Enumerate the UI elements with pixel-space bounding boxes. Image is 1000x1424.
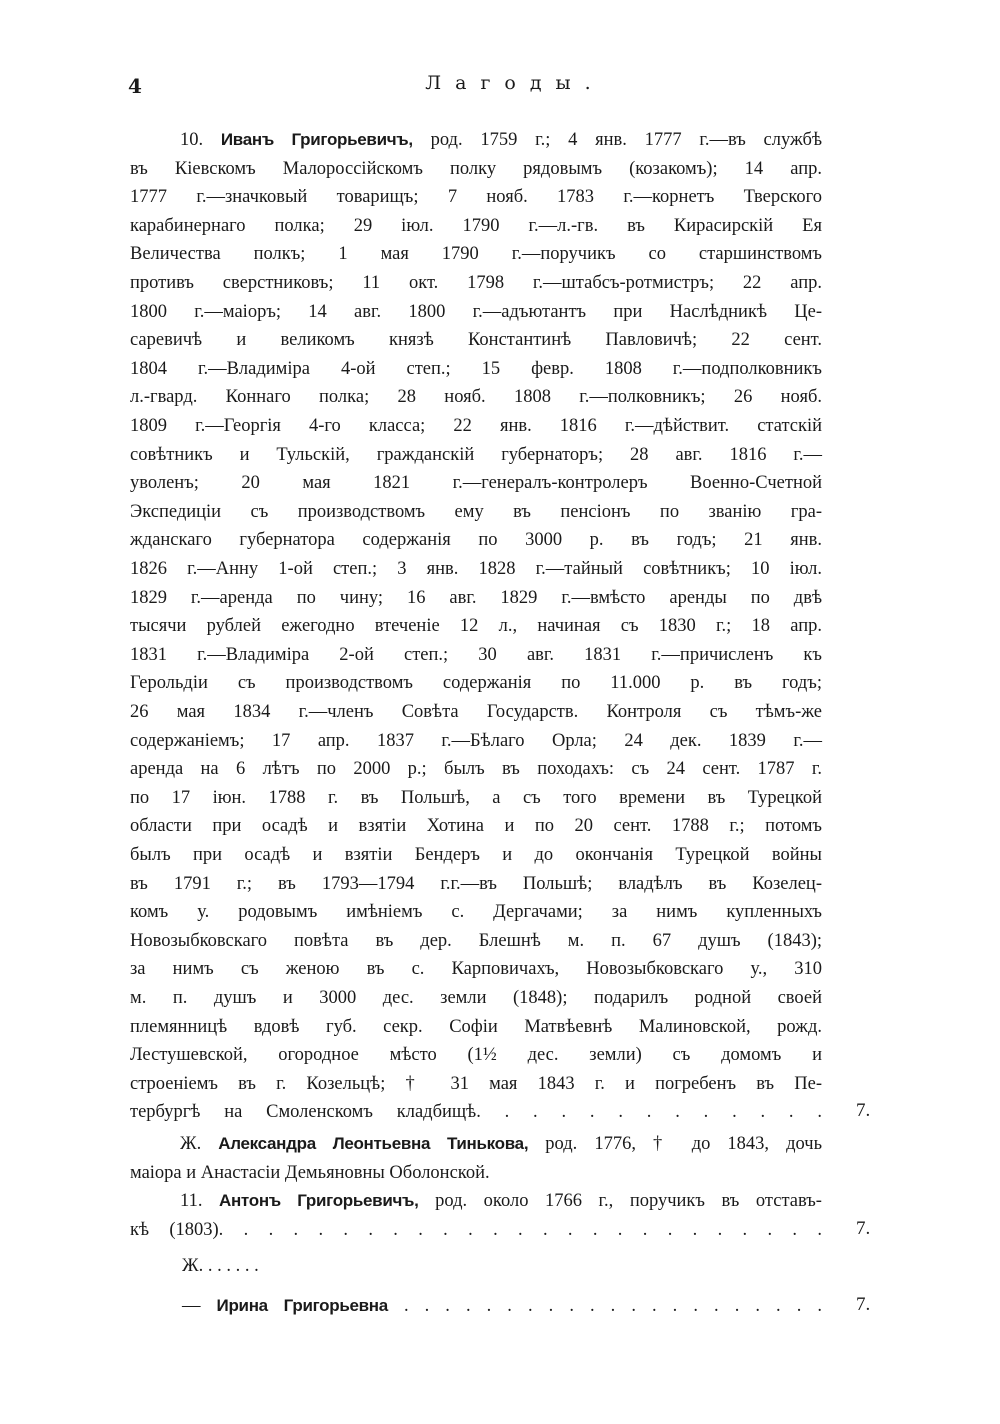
running-title: Лагоды. [425, 72, 605, 94]
text-line [130, 614, 822, 638]
text-segment: Лестушевской, огородное мѣсто (1½ дес. земли) съ домомъ и [130, 1045, 822, 1066]
text-segment: род. 1776, † до 1843, дочь [528, 1134, 823, 1154]
text-segment: — [182, 1296, 217, 1316]
text-line [130, 1100, 822, 1124]
text-segment: комъ у. родовымъ имѣніемъ с. Дергачами; за нимъ купленныхъ [130, 902, 822, 923]
text-segment: кѣ (1803). . . . . . . . . . . . . . . . . . . . . . . . . [130, 1219, 822, 1240]
text-segment: въ 1791 г.; въ 1793—1794 г.г.—въ Польшѣ; владѣлъ въ Козелец- [130, 873, 822, 894]
text-line [130, 242, 822, 266]
text-line [130, 872, 822, 896]
text-segment: 1800 г.—маіоръ; 14 авг. 1800 г.—адъютантъ при Наслѣдникѣ Це- [130, 301, 822, 322]
text-line [130, 443, 822, 467]
text-line [130, 500, 822, 524]
text-line [130, 557, 822, 581]
text-line [130, 786, 822, 810]
text-line [182, 1294, 822, 1318]
text-segment: карабинернаго полка; 29 іюл. 1790 г.—л.-гв. въ Кирасирскій Ея [130, 215, 822, 236]
text-segment: уволенъ; 20 мая 1821 г.—генералъ-контролеръ Военно-Счетной [130, 473, 822, 494]
text-segment: тербургѣ на Смоленскомъ кладбищѣ. . . . . . . . . . . . . [130, 1102, 822, 1123]
text-segment: род. около 1766 г., поручикъ въ отставъ- [418, 1191, 822, 1211]
text-line [130, 929, 822, 953]
text-segment: маіора и Анастасіи Демьяновны Оболонской. [130, 1162, 490, 1183]
text-line [130, 328, 822, 352]
text-segment: 1777 г.—значковый товарищъ; 7 нояб. 1783 г.—корнетъ Тверского [130, 187, 822, 208]
text-segment: род. 1759 г.; 4 янв. 1777 г.—въ службѣ [412, 130, 823, 150]
text-line [130, 1043, 822, 1067]
text-segment: Новозыбковскаго повѣта въ дер. Блешнѣ м. п. 67 душъ (1843); [130, 930, 822, 951]
text-segment: 11. [180, 1191, 219, 1211]
person-name: Ирина Григорьевна [216, 1296, 388, 1315]
text-segment: 26 мая 1834 г.—членъ Совѣта Государств. Контроля съ тѣмъ-же [130, 702, 822, 722]
text-segment: 1804 г.—Владиміра 4-ой степ.; 15 февр. 1808 г.—подполковникъ [130, 358, 822, 379]
text-segment: 1809 г.—Георгія 4-го класса; 22 янв. 1816 г.—дѣйствит. статскій [130, 416, 822, 436]
text-segment: Величества полкъ; 1 мая 1790 г.—поручикъ со старшинствомъ [130, 244, 822, 265]
text-line [130, 414, 822, 438]
page-reference: 7. [856, 1217, 871, 1239]
text-line [130, 586, 822, 610]
text-segment: за нимъ съ женою въ с. Карповичахъ, Новозыбковскаго у., 310 [130, 959, 822, 980]
text-segment: былъ при осадѣ и взятіи Бендеръ и до окончанія Турецкой войны [130, 845, 822, 865]
text-line [130, 300, 822, 324]
text-segment: 1826 г.—Анну 1-ой степ.; 3 янв. 1828 г.—тайный совѣтникъ; 10 іюл. [130, 559, 822, 579]
text-line [130, 986, 822, 1010]
text-segment: по 17 іюн. 1788 г. въ Польшѣ, а съ того времени въ Турецкой [130, 787, 822, 808]
page-reference: 7. [856, 1294, 871, 1315]
text-line [130, 1132, 822, 1156]
page-reference: 7. [856, 1100, 871, 1122]
text-segment: . . . . . . . . . . . . . . . . . . . . . [387, 1296, 823, 1316]
text-segment: м. п. душъ и 3000 дес. земли (1848); подарилъ родной своей [130, 988, 822, 1008]
text-line [130, 1189, 822, 1213]
text-segment: племянницѣ вдовѣ губ. секр. Софіи Матвѣевнѣ Малиновской, рожд. [130, 1016, 822, 1037]
text-line [130, 729, 822, 753]
person-name: Александра Леонтьевна Тинькова, [218, 1134, 529, 1153]
text-segment: въ Кіевскомъ Малороссійскомъ полку рядовымъ (козакомъ); 14 апр. [130, 158, 822, 179]
text-segment: Ж. . . . . . . [182, 1256, 259, 1276]
text-line [130, 1218, 822, 1242]
person-name: Антонъ Григорьевичъ, [218, 1191, 419, 1210]
text-segment: противъ сверстниковъ; 11 окт. 1798 г.—штабсъ-ротмистръ; 22 апр. [130, 273, 822, 293]
text-segment: тысячи рублей ежегодно втеченіе 12 л., начиная съ 1830 г.; 18 апр. [130, 616, 822, 637]
text-line [130, 128, 822, 152]
text-segment: 1829 г.—аренда по чину; 16 авг. 1829 г.—вмѣсто аренды по двѣ [130, 587, 822, 608]
text-line [130, 471, 822, 495]
text-line [130, 157, 822, 181]
text-segment: области при осадѣ и взятіи Хотина и по 20 сент. 1788 г.; потомъ [130, 816, 822, 837]
text-line [182, 1254, 822, 1278]
text-segment: строеніемъ въ г. Козельцѣ; † 31 мая 1843 г. и погребенъ въ Пе- [130, 1073, 822, 1094]
text-line [130, 843, 822, 867]
text-line [130, 900, 822, 924]
text-segment: Герольдіи съ производствомъ содержанія по 11.000 р. въ годъ; [130, 673, 822, 694]
text-segment: жданскаго губернатора содержанія по 3000 р. въ годъ; 21 янв. [130, 530, 822, 551]
text-line [130, 957, 822, 981]
person-name: Иванъ Григорьевичъ, [220, 130, 413, 149]
text-line [130, 185, 822, 209]
text-line [130, 671, 822, 695]
text-segment: саревичѣ и великомъ князѣ Константинѣ Павловичѣ; 22 сент. [130, 330, 822, 351]
text-line [130, 1161, 822, 1185]
text-segment: совѣтникъ и Тульскій, гражданскій губернаторъ; 28 авг. 1816 г.— [130, 444, 822, 465]
text-line [130, 357, 822, 381]
page-number: 4 [128, 74, 142, 98]
text-line [130, 214, 822, 238]
text-line [130, 271, 822, 295]
text-line [130, 528, 822, 552]
text-segment: Экспедиціи съ производствомъ ему въ пенсіонъ по званію гра- [130, 501, 822, 522]
text-line [130, 700, 822, 724]
text-segment: Ж. [180, 1134, 219, 1154]
text-segment: 10. [180, 130, 221, 150]
text-line [130, 643, 822, 667]
text-line [130, 757, 822, 781]
text-segment: аренда на 6 лѣтъ по 2000 р.; былъ въ походахъ: съ 24 сент. 1787 г. [130, 759, 822, 780]
text-segment: содержаніемъ; 17 апр. 1837 г.—Бѣлаго Орла; 24 дек. 1839 г.— [130, 730, 822, 751]
text-line [130, 1072, 822, 1096]
text-line [130, 385, 822, 409]
text-segment: 1831 г.—Владиміра 2-ой степ.; 30 авг. 1831 г.—причисленъ къ [130, 644, 822, 665]
text-segment: л.-гвард. Коннаго полка; 28 нояб. 1808 г.—полковникъ; 26 нояб. [130, 387, 822, 408]
text-line [130, 1015, 822, 1039]
text-line [130, 814, 822, 838]
